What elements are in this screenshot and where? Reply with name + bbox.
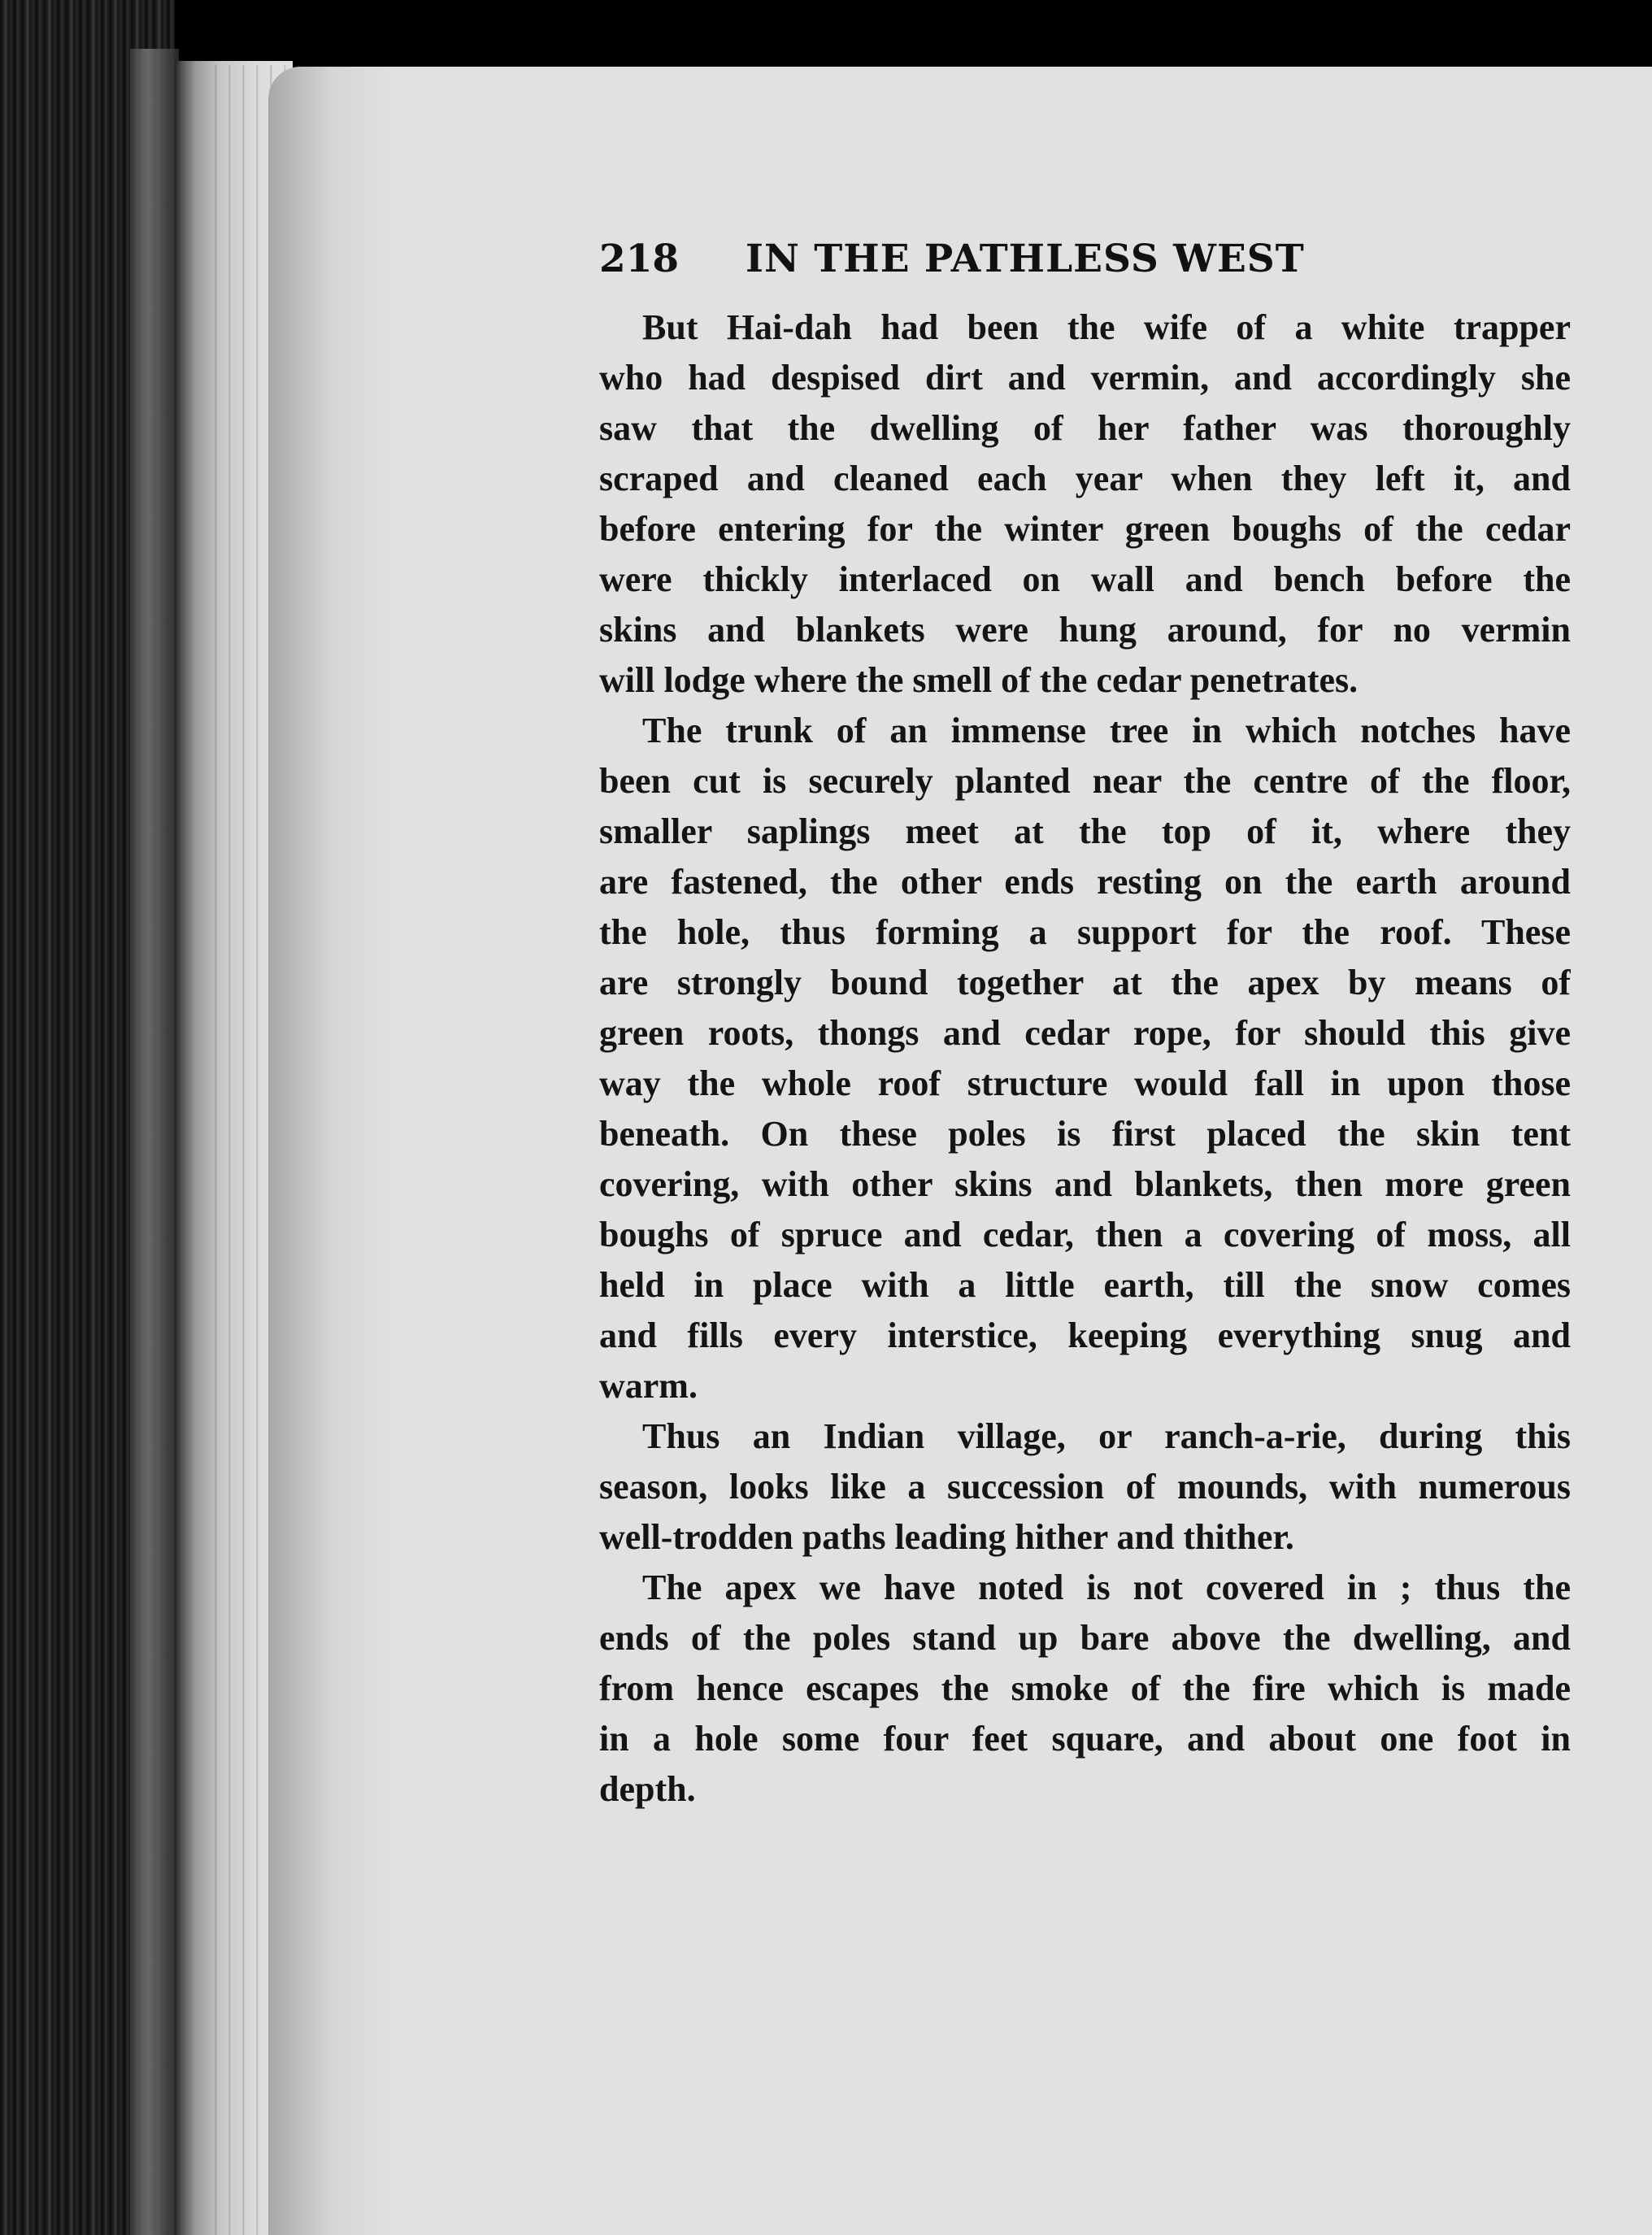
text-line: season, looks like a succession of mounds, with numerous [599,1467,1571,1507]
text-line: green roots, thongs and cedar rope, for should this give [599,1013,1571,1053]
text-line: who had despised dirt and vermin, and accordingly she [599,358,1571,398]
text-line: beneath. On these poles is first placed the skin tent [599,1114,1571,1154]
text-line: The trunk of an immense tree in which notches have [642,711,1571,750]
text-line: ends of the poles stand up bare above the dwelling, and [599,1618,1571,1658]
running-head-title: IN THE PATHLESS WEST [746,237,1305,281]
text-line: were thickly interlaced on wall and bench before the [599,559,1571,599]
text-line: saw that the dwelling of her father was thoroughly [599,408,1571,448]
text-line: skins and blankets were hung around, for no vermin [599,610,1571,650]
text-line: and fills every interstice, keeping everything snug and [599,1315,1571,1355]
text-line: will lodge where the smell of the cedar penetrates. [599,660,1359,700]
text-line: depth. [599,1769,696,1809]
paragraph [599,706,1571,1411]
text-line: been cut is securely planted near the centre of the floor, [599,761,1571,801]
text-line: well-trodden paths leading hither and thither. [599,1517,1294,1557]
running-head [599,235,1571,284]
text-line: from hence escapes the smoke of the fire which is made [599,1668,1571,1708]
body-text [599,302,1571,1815]
paragraph [599,1411,1571,1563]
text-line: before entering for the winter green boughs of the cedar [599,509,1571,549]
text-line: covering, with other skins and blankets, then more green [599,1164,1571,1204]
text-line: boughs of spruce and cedar, then a covering of moss, all [599,1215,1571,1254]
text-line: held in place with a little earth, till the snow comes [599,1265,1571,1305]
text-line: scraped and cleaned each year when they left it, and [599,459,1571,498]
text-line: are strongly bound together at the apex by means of [599,963,1571,1002]
page-paper-shadow [268,67,398,2235]
text-line: way the whole roof structure would fall in upon those [599,1063,1571,1103]
text-line: the hole, thus forming a support for the roof. These [599,912,1571,952]
text-line: smaller saplings meet at the top of it, where they [599,811,1571,851]
text-line: are fastened, the other ends resting on the earth around [599,862,1571,902]
text-line: The apex we have noted is not covered in ; thus the [642,1568,1571,1607]
text-line: in a hole some four feet square, and about one foot in [599,1719,1571,1759]
paragraph [599,1563,1571,1815]
text-line: But Hai-dah had been the wife of a white trapper [642,307,1571,347]
text-line: Thus an Indian village, or ranch-a-rie, during this [642,1416,1571,1456]
paragraph [599,302,1571,706]
text-line: warm. [599,1366,698,1406]
page-stack-edge [130,49,179,2235]
page-number: 218 [599,237,680,281]
